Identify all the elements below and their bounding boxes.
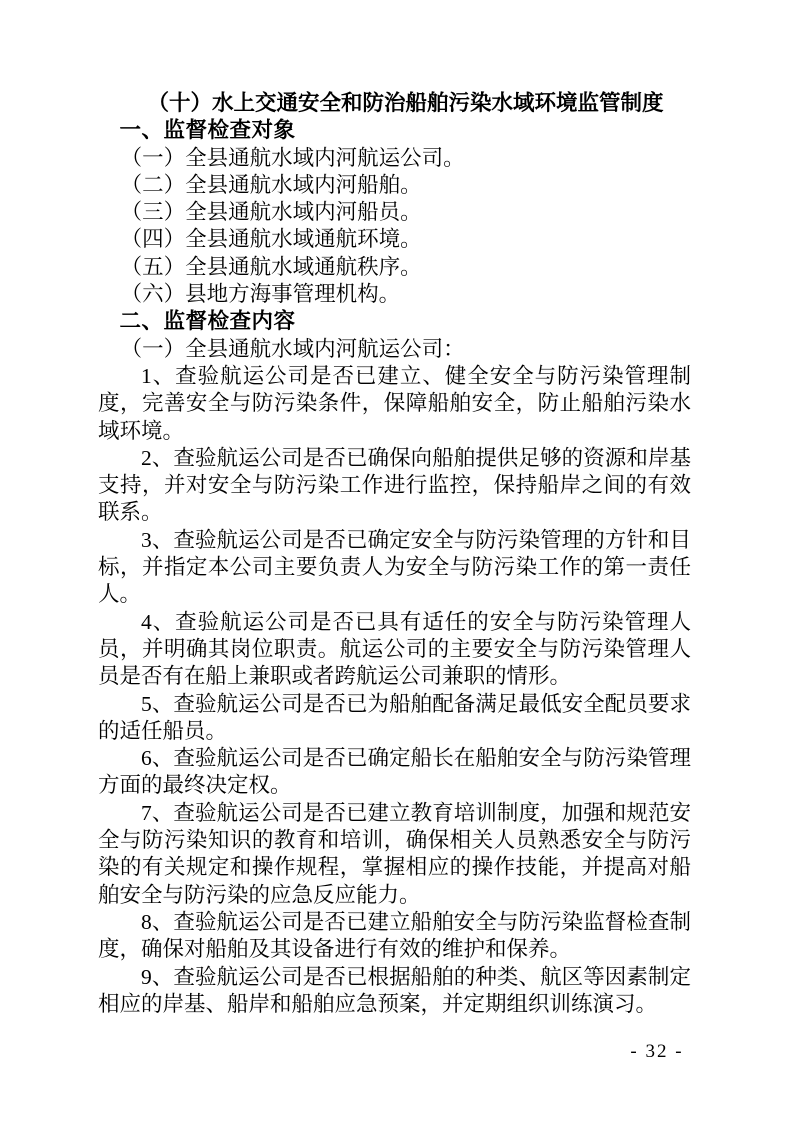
paragraph: 6、查验航运公司是否已确定船长在船舶安全与防污染管理方面的最终决定权。	[98, 746, 691, 798]
list-item: （一）全县通航水域内河航运公司：	[120, 336, 465, 361]
paragraph: 2、查验航运公司是否已确保向船舶提供足够的资源和岸基支持，并对安全与防污染工作进行监控，保持船岸之间的有效联系。	[98, 445, 691, 525]
paragraph: 5、查验航运公司是否已为船舶配备满足最低安全配员要求的适任船员。	[98, 691, 691, 743]
document-title: （十）水上交通安全和防治船舶污染水域环境监管制度	[147, 91, 664, 115]
paragraph: 7、查验航运公司是否已建立教育培训制度，加强和规范安全与防污染知识的教育和培训，确保相关人员熟悉安全与防污染的有关规定和操作规程，掌握相应的操作技能，并提高对船舶安全与防污染的应急反应能力。	[98, 800, 691, 907]
paragraph: 8、查验航运公司是否已建立船舶安全与防污染监督检查制度，确保对船舶及其设备进行有效的维护和保养。	[98, 909, 691, 962]
list-item: （二）全县通航水域内河船舶。	[120, 172, 422, 197]
document-body	[98, 90, 691, 1018]
paragraph: 3、查验航运公司是否已确定安全与防污染管理的方针和目标，并指定本公司主要负责人为安全与防污染工作的第一责任人。	[98, 527, 691, 607]
paragraph: 4、查验航运公司是否已具有适任的安全与防污染管理人员，并明确其岗位职责。航运公司的主要安全与防污染管理人员是否有在船上兼职或者跨航运公司兼职的情形。	[98, 609, 691, 689]
page-number: - 32 -	[630, 1041, 684, 1062]
section-heading: 二、监督检查内容	[119, 309, 296, 334]
section-heading: 一、监督检查对象	[119, 118, 296, 143]
list-item: （三）全县通航水域内河船员。	[120, 200, 422, 225]
list-item: （四）全县通航水域通航环境。	[120, 227, 422, 252]
list-item: （五）全县通航水域通航秩序。	[120, 254, 422, 279]
list-item: （一）全县通航水域内河航运公司。	[120, 145, 465, 170]
paragraph: 1、查验航运公司是否已建立、健全安全与防污染管理制度，完善安全与防污染条件，保障船舶安全，防止船舶污染水域环境。	[98, 363, 691, 443]
list-item: （六）县地方海事管理机构。	[120, 282, 401, 307]
paragraph: 9、查验航运公司是否已根据船舶的种类、航区等因素制定相应的岸基、船岸和船舶应急预案，并定期组织训练演习。	[98, 964, 691, 1016]
